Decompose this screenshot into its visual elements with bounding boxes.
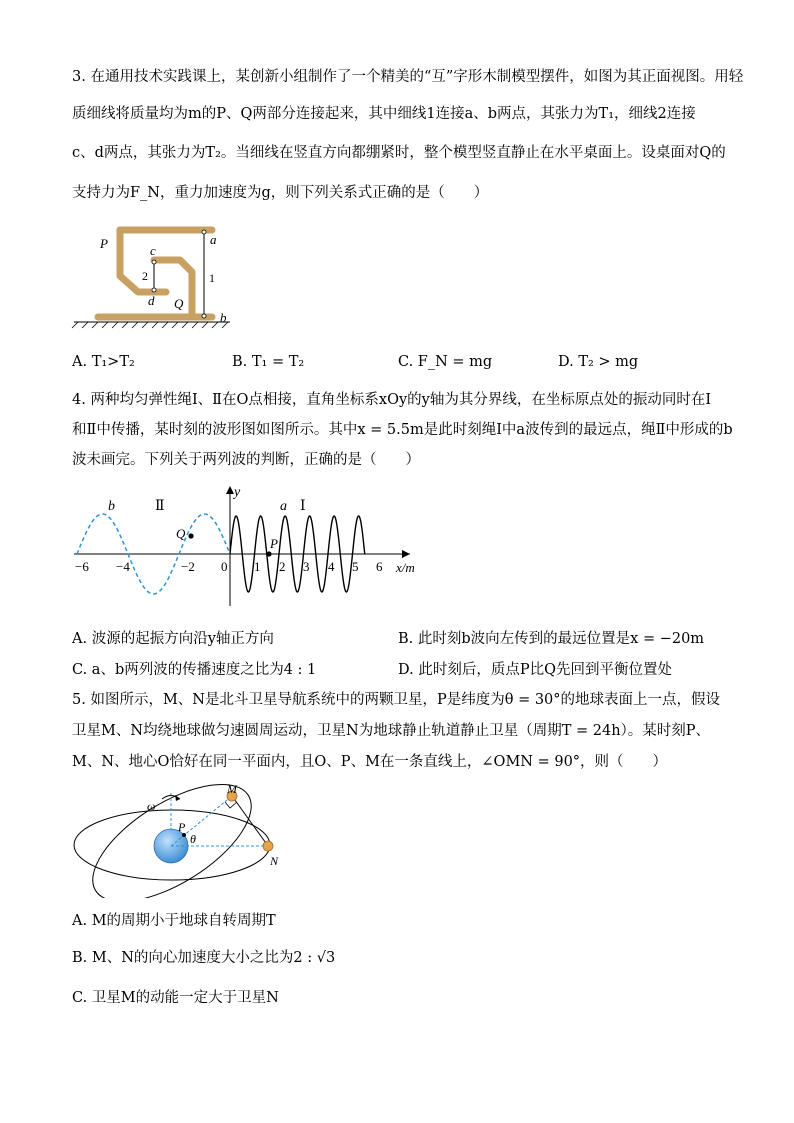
- label-q: Q: [174, 296, 184, 311]
- tick-neg6: −6: [75, 559, 89, 574]
- x-axis-label: x/m: [396, 560, 415, 575]
- tick-neg2: −2: [181, 559, 195, 574]
- theta-label: θ: [190, 832, 196, 846]
- q3-option-a: A. T₁>T₂: [72, 354, 135, 370]
- point-p-label: P: [270, 536, 278, 551]
- label-b: b: [220, 310, 227, 325]
- q4-line-3: 波未画完。下列关于两列波的判断，正确的是（ ）: [72, 452, 420, 468]
- label-a: a: [210, 232, 217, 247]
- label-p: P: [100, 236, 108, 251]
- q3-option-d: D. T₂ > mg: [558, 354, 639, 370]
- tick-1: 1: [254, 559, 261, 574]
- point-q: [188, 533, 193, 538]
- q5-satellite-figure: [70, 783, 300, 898]
- tick-4: 4: [328, 559, 335, 574]
- label-string-2: 2: [142, 269, 148, 283]
- q5-line-3: M、N、地心O恰好在同一平面内，且O、P、M在一条直线上，∠OMN = 90°，则（ ）: [72, 754, 668, 770]
- q3-line-3: c、d两点，其张力为T₂。当细线在竖直方向都绷紧时，整个模型竖直静止在水平桌面上。设桌面对Q的: [72, 145, 726, 161]
- point-q-label: Q: [176, 526, 186, 541]
- q3-option-c: C. F_N = mg: [398, 354, 493, 370]
- q5-line-2: 卫星M、N均绕地球做匀速圆周运动，卫星N为地球静止轨道静止卫星（周期T = 24h）。某时刻P、: [72, 723, 711, 739]
- origin-label: 0: [221, 559, 228, 574]
- point-p: [266, 551, 271, 556]
- q4-option-b: B. 此时刻b波向左传到的最远位置是x = −20m: [398, 631, 705, 647]
- q3-line-2: 质细线将质量均为m的P、Q两部分连接起来，其中细线1连接a、b两点，其张力为T₁，细线2连接: [72, 106, 696, 122]
- q4-option-a: A. 波源的起振方向沿y轴正方向: [72, 631, 274, 647]
- tick-6: 6: [376, 559, 383, 574]
- tick-3: 3: [303, 559, 310, 574]
- tick-2: 2: [279, 559, 286, 574]
- q3-line-1: 3. 在通用技术实践课上，某创新小组制作了一个精美的“互”字形木制模型摆件，如图为其正面视图。用轻: [72, 69, 744, 85]
- wave-a-label: a: [280, 499, 287, 514]
- label-string-1: 1: [209, 271, 215, 285]
- q4-option-d: D. 此时刻后，质点P比Q先回到平衡位置处: [398, 662, 672, 678]
- q5-option-a: A. M的周期小于地球自转周期T: [72, 913, 276, 929]
- q3-option-b: B. T₁ = T₂: [232, 354, 305, 370]
- tick-5: 5: [352, 559, 359, 574]
- y-axis-label: y: [234, 485, 241, 500]
- n-label: N: [270, 854, 279, 868]
- label-d: d: [148, 293, 155, 308]
- wave-b-label: b: [108, 499, 115, 514]
- medium-i-label: Ⅰ: [300, 499, 306, 514]
- q4-line-1: 4. 两种均匀弹性绳Ⅰ、Ⅱ在O点相接，直角坐标系xOy的y轴为其分界线，在坐标原点处的振动同时在Ⅰ: [72, 392, 712, 408]
- label-c: c: [150, 243, 156, 258]
- q5-option-c: C. 卫星M的动能一定大于卫星N: [72, 990, 279, 1006]
- omega-label: ω: [147, 799, 156, 813]
- p-label: P: [178, 820, 186, 834]
- m-label: M: [227, 783, 237, 796]
- satellite-n: [263, 841, 273, 851]
- q4-line-2: 和Ⅱ中传播，某时刻的波形图如图所示。其中x = 5.5m是此时刻绳Ⅰ中a波传到的最远点，绳Ⅱ中形成的b: [72, 422, 733, 438]
- q3-line-4: 支持力为F_N，重力加速度为g，则下列关系式正确的是（ ）: [72, 185, 489, 201]
- q4-option-c: C. a、b两列波的传播速度之比为4 : 1: [72, 662, 317, 678]
- medium-ii-label: Ⅱ: [155, 499, 165, 514]
- tick-neg4: −4: [116, 559, 130, 574]
- q3-wood-model-figure: [70, 218, 250, 330]
- q5-line-1: 5. 如图所示，M、N是北斗卫星导航系统中的两颗卫星，P是纬度为θ = 30°的地球表面上一点，假设: [72, 692, 721, 708]
- q4-wave-figure: [70, 482, 430, 610]
- q5-option-b: B. M、N的向心加速度大小之比为2 : √3: [72, 950, 336, 966]
